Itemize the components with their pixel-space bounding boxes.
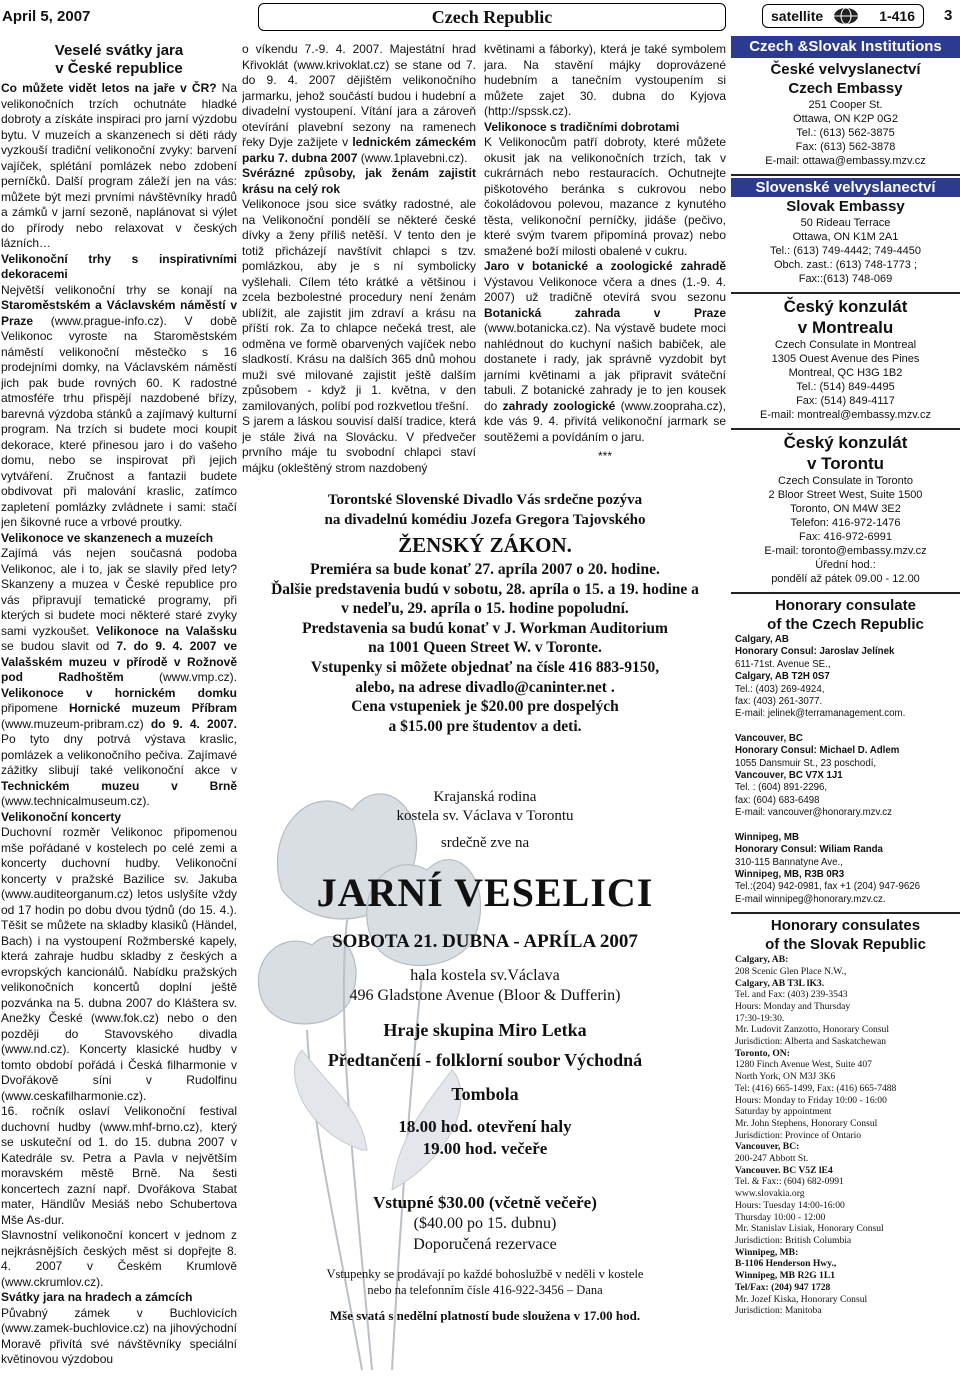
- info-line: Honorary Consul: Jaroslav Jelínek: [735, 646, 895, 658]
- info-line: Tel.:(204) 942-0981, fax +1 (204) 947-9626: [735, 881, 920, 893]
- ad-line: Vstupenky se prodávají po každé bohoslužbě v neděli v kostele: [326, 1267, 644, 1281]
- info-line: Jurisdiction: Manitoba: [735, 1305, 822, 1317]
- consulate-toronto: [731, 430, 960, 594]
- article-title: Veselé svátky jara v České republice: [54, 42, 184, 77]
- block-title: Český konzulát: [783, 433, 908, 452]
- info-line: Mr. Jozef Kiska, Honorary Consul: [735, 1293, 868, 1305]
- info-line: Calgary, AB T2H 0S7: [735, 671, 830, 683]
- page-number: 3: [944, 7, 953, 24]
- info-line: fax: (403) 261-3077.: [735, 696, 823, 708]
- end-stars: ***: [597, 449, 612, 463]
- theatre-ad: [242, 490, 728, 760]
- info-line: Tel.: (514) 849-4495: [796, 381, 895, 393]
- info-line: E-mail: toronto@embassy.mzv.cz: [764, 545, 927, 557]
- ad-line: alebo, na adrese divadlo@caninter.net .: [355, 678, 615, 696]
- info-line: Winnipeg, MB: [735, 831, 799, 843]
- info-line: Winnipeg, MB, R3B 0R3: [735, 868, 845, 880]
- info-line: E-mail: ottawa@embassy.mzv.cz: [765, 155, 926, 167]
- party-ad: [242, 770, 728, 1386]
- info-line: B-1106 Henderson Hwy.,: [735, 1258, 837, 1270]
- ad-line: Premiéra sa bude konať 27. apríla 2007 o 20. hodine.: [310, 561, 660, 578]
- ad-line: Predstavenia sa budú konať v J. Workman Auditorium: [302, 619, 668, 637]
- honorary-slovak: [731, 914, 960, 1323]
- info-line: Tel/Fax: (204) 947 1728: [735, 1281, 831, 1293]
- info-line: Winnipeg, MB R2G 1L1: [735, 1270, 836, 1282]
- subhead-castles: Svátky jara na hradech a zámcích: [1, 1290, 193, 1304]
- article-column-2: [242, 42, 476, 482]
- block-lines: [731, 98, 960, 168]
- ad-line: 18.00 hod. otevření haly: [398, 1117, 572, 1136]
- info-line: 200-247 Abbott St.: [735, 1153, 809, 1165]
- block-lines: [731, 634, 960, 906]
- info-line: Fax: (514) 849-4117: [796, 395, 895, 407]
- info-line: fax: (604) 683-6498: [735, 794, 820, 806]
- info-line: 17:30-19:30.: [735, 1012, 785, 1024]
- ad-line: srdečně zve na: [440, 835, 530, 851]
- page-header: [0, 0, 960, 34]
- subhead-markets: Velikonoční trhy s inspirativními dekoracemi: [1, 251, 237, 281]
- info-line: Calgary, AB:: [735, 954, 789, 966]
- block-lines: [731, 338, 960, 422]
- info-line: E-mail: jelinek@terramanagement.com.: [735, 708, 906, 720]
- info-line: Toronto, ON:: [735, 1047, 790, 1059]
- czech-embassy: [731, 58, 960, 176]
- info-line: pondělí až pátek 09.00 - 12.00: [771, 573, 920, 585]
- info-line: Jurisdiction: Province of Ontario: [735, 1129, 862, 1141]
- paragraph-treats: K Velikonocům patří dobroty, které můžete okusit jak na velikonočních trzích, tak v cukrárnách nebo restauracích. Ochutnejte piškotového beránka s cukrovou nebo čokoládovou polevou, mazance z kynutého těsta, velikonoční perníčky, jidáše (pečivo, které svým tvarem připomíná provaz) nebo smažené boží milosti obalené v cukru.: [484, 135, 726, 258]
- info-line: 310-115 Bannatyne Ave.,: [735, 856, 843, 868]
- block-lines: [731, 474, 960, 586]
- party-date: SOBOTA 21. DUBNA - APRÍLA 2007: [332, 931, 638, 952]
- info-line: Mr. Stanislav Lisiak, Honorary Consul: [735, 1223, 884, 1235]
- party-title: JARNÍ VESELICI: [316, 870, 654, 915]
- ad-line: v nedeľu, 29. apríla o 15. hodine popoludní.: [341, 600, 629, 618]
- paragraph-maypole: S jarem a láskou souvisí další tradice, která je stále živá na Slovácku. V předvečer prvního máje tu svobodní chlapci staví májku (okleštěný strom nazdobený: [242, 414, 476, 475]
- info-line: 208 Scenic Glen Place N.W.,: [735, 965, 847, 977]
- ad-line: 496 Gladstone Avenue (Bloor & Dufferin): [349, 987, 621, 1004]
- paragraph-markets: Největší velikonoční trhy se konají na Staroměstském a Václavském náměstí v Praze (www.prague-info.cz). V době Velikonoc vyroste na Staroměstském náměstí velikonoční městečko s 16 prodejními domky, na Václavském náměstí jich pak bude rovných 60. K radostné atmosféře trhu přispějí nazdobené břízy, barevná výzdoba stánků a zajímavý kulturní program. Na trzích si budete moci koupit dekorace, které přinesou jaro i do vašeho domu, nebo se inspirovat při jejich vytváření. Zručnost a fantazii budete obdivovat při malování kraslic, zatímco zapletení pomlázky zvládnete i sami: stačí jen šikovné ruce a vrbové proutky.: [1, 282, 237, 529]
- info-line: Mr. Ludovit Zanzotto, Honorary Consul: [735, 1024, 890, 1036]
- issue-date: April 5, 2007: [2, 8, 91, 25]
- info-line: Tel. : (604) 891-2296,: [735, 782, 828, 794]
- ad-line: Předtančení - folklorní soubor Východná: [327, 1050, 643, 1070]
- block-lines: [731, 216, 960, 286]
- consulate-montreal: [731, 294, 960, 430]
- info-line: 1280 Finch Avenue West, Suite 407: [735, 1059, 872, 1071]
- block-subtitle: of the Slovak Republic: [765, 936, 926, 954]
- info-line: E-mail winnipeg@honorary.mzv.cz.: [735, 893, 886, 905]
- subhead-concerts: Velikonoční koncerty: [1, 809, 122, 824]
- block-subtitle: of the Czech Republic: [767, 616, 924, 633]
- block-title: Český konzulát: [783, 297, 908, 316]
- ad-line: a $15.00 pre študentov a deti.: [388, 717, 582, 735]
- block-title: České velvyslanectví: [770, 61, 921, 78]
- info-line: North York, ON M3J 3K6: [735, 1071, 836, 1083]
- info-line: 1305 Ouest Avenue des Pines: [771, 353, 920, 365]
- ad-line: Vstupné $30.00 (včetně večeře): [373, 1193, 597, 1212]
- info-line: Vancouver, BC: [735, 732, 803, 744]
- paragraph-castles: Půvabný zámek v Buchlovicích (www.zamek-buchlovice.cz) na jihovýchodní Moravě přivítá své návštěvníky speciální květinovou výzdobou: [1, 1305, 237, 1366]
- section-title: Czech Republic: [258, 3, 726, 31]
- info-line: 1055 Dansmuir St., 23 poschodí,: [735, 757, 877, 769]
- info-line: Hours: Monday and Thursday: [735, 1000, 851, 1012]
- article-column-3: [484, 42, 726, 482]
- play-title: ŽENSKÝ ZÁKON.: [398, 533, 572, 557]
- info-line: Mr. John Stephens, Honorary Consul: [735, 1117, 878, 1129]
- block-subtitle: v Torontu: [806, 454, 885, 473]
- info-line: Tel.: (613) 749-4442; 749-4450: [769, 245, 922, 257]
- info-line: Telefon: 416-972-1476: [790, 517, 901, 529]
- info-line: 2 Bloor Street West, Suite 1500: [768, 489, 923, 501]
- info-line: Úřední hod.:: [815, 559, 876, 571]
- info-line: Honorary Consul: Michael D. Adlem: [735, 745, 900, 757]
- article-intro: Co můžete vidět letos na jaře v ČR? Na velikonočních trzích ochutnáte hladké dobroty a získáte inspiraci pro jarní výzdobu bytu. V muzeích a skanzenech si děti rády vyzkouší tradiční velikonoční zvyky: barvení vajíček, splétání pomlázek nebo zdobení perníčků. Další program záleží jen na vás: můžete být mezi prvními návštěvníky hradů a zámků v jarní sezoně, naplánovat si výlet do přírody nebo relaxovat v českých lázních…: [1, 81, 237, 250]
- info-line: Honorary Consul: Wiliam Randa: [735, 844, 883, 856]
- info-line: Vancouver. BC V5Z lE4: [735, 1164, 833, 1176]
- block-subtitle: Slovak Embassy: [786, 198, 905, 215]
- info-line: Czech Consulate in Montreal: [774, 339, 917, 351]
- block-title: Honorary consulate: [775, 597, 916, 614]
- info-line: E-mail: montreal@embassy.mzv.cz: [760, 409, 931, 421]
- ad-line: Tombola: [451, 1084, 519, 1104]
- paragraph-festival: 16. ročník oslaví Velikonoční festival duchovní hudby (www.mhf-brno.cz), který se uskuteční od 1. do 15. dubna 2007 v Katedrále sv. Petra a Pavla v největším moravském městě Brně. Na šesti koncertech zazní např. Dvořákova Stabat mater, Händlův Mesiáš nebo Schubertova Mše As-dur.: [1, 1104, 237, 1227]
- info-line: Montreal, QC H3G 1B2: [788, 367, 903, 379]
- info-line: 251 Cooper St.: [808, 99, 883, 111]
- ad-line: Vstupenky si môžete objednať na čísle 416 883-9150,: [310, 658, 660, 676]
- info-line: Tel.: (403) 269-4924,: [735, 683, 825, 695]
- subhead-museums: Velikonoce ve skanzenech a muzeích: [1, 530, 214, 545]
- slovak-embassy: [731, 176, 960, 294]
- info-line: [735, 721, 960, 733]
- ad-line: nebo na telefonním čísle 416-922-3456 – Dana: [367, 1283, 603, 1297]
- info-line: Toronto, ON M4W 3E2: [790, 503, 901, 515]
- ad-line: Mše svatá s nedělní platností bude sloužena v 17.00 hod.: [329, 1308, 641, 1323]
- info-line: www.slovakia.org: [735, 1188, 805, 1200]
- ad-line: Torontské Slovenské Divadlo Vás srdečne pozýva: [327, 492, 643, 508]
- info-line: Hours: Monday to Friday 10:00 - 16:00: [735, 1094, 887, 1106]
- block-subtitle: v Montrealu: [797, 318, 894, 337]
- ad-line: kostela sv. Václava v Torontu: [396, 808, 574, 824]
- info-line: Hours: Tuesday 14:00-16:00: [735, 1199, 845, 1211]
- info-line: [735, 820, 960, 832]
- info-line: Tel.: (613) 562-3875: [796, 127, 895, 139]
- info-line: E-mail: vancouver@honorary.mzv.cz: [735, 807, 892, 819]
- paragraph-krivoklat: o víkendu 7.-9. 4. 2007. Majestátní hrad Křivoklát (www.krivoklat.cz) se stane od 7. do 9. 4. 2007 dějištěm velikonočního jarmarku, jehož součástí budou i hudební a divadelní vystoupení. Vítání jara a zároveň otevírání plavební sezony na ramenech řeky Dyje zažijete v lednickém zámeckém parku 7. dubna 2007 (www.1plavebni.cz).: [242, 42, 476, 165]
- paragraph-concerts: Duchovní rozměr Velikonoc připomenou mše pořádané v kostelech po celé zemi a koncerty duchovní hudby. Velikonoční koncerty v pražské Bazilice sv. Jakuba (www.auditeorganum.cz) letos uslyšíte vždy od 17 hodin po dobu dvou týdnů (do 15. 4.). Těšit se můžete na skladby klasiků (Händel, Bach) i na vystoupení Rožmberské kapely, která zahraje hudbu skladby z českých a evropských kancionálů. Nabídku pražských velikonočních koncertů doplní ještě pozvánka na 5. dubna 2007 do Kláštera sv. Anežky České (www.fok.cz) nebo o den později do Stavovského divadla (www.nd.cz). Koncerty klasické hudby v tomto období pořádá i Česká filharmonie v Dvořákově síni v Rudolfinu (www.ceskafilharmonie.cz).: [1, 825, 237, 1103]
- ad-line: na 1001 Queen Street W. v Toronte.: [368, 639, 602, 657]
- info-line: Tel. & Fax:: (604) 682-0991: [735, 1176, 844, 1188]
- globe-icon: [831, 7, 861, 25]
- ad-line: na divadelnú komédiu Jozefa Gregora Tajovského: [324, 512, 646, 528]
- info-line: Fax::(613) 748-069: [798, 273, 893, 285]
- ad-line: ($40.00 po 15. dubnu): [413, 1215, 557, 1232]
- info-line: 611-71st. Avenue SE.,: [735, 658, 831, 670]
- info-line: Obch. zast.: (613) 748-1773 ;: [773, 259, 918, 271]
- ad-line: hala kostela sv.Václava: [410, 967, 560, 984]
- info-line: Calgary, AB: [735, 634, 789, 645]
- info-line: Vancouver, BC:: [735, 1141, 800, 1153]
- paragraph-kyjov: květinami a fáborky), která je také symbolem jara. Na stavění májky doprovázené hudebním a tanečním vystoupením si můžete zajet 30. dubna do Kyjova (http://spssk.cz).: [484, 42, 726, 118]
- block-lines: [731, 954, 960, 1317]
- info-line: Jurisdiction: British Columbia: [735, 1235, 852, 1246]
- subhead-treats: Velikonoce s tradičními dobrotami: [484, 119, 680, 134]
- ad-line: Ďalšie predstavenia budú v sobotu, 28. apríla o 15. a 19. hodine a: [271, 580, 699, 598]
- ad-line: 19.00 hod. večeře: [422, 1139, 548, 1158]
- badge-left: satellite: [771, 8, 824, 24]
- paragraph-museums: Zajímá vás nejen současná podoba Velikonoc, ale i to, jak se slavily před lety? Skanzeny a muzea v České republice pro vás připravují tematické programy, při kterých si budete moci některé staré zvyky sami vyzkoušet. Velikonoce na Valašsku se budou slavit od 7. do 9. 4. 2007 ve Valašském muzeu v přírodě v Rožnově pod Radhoštěm (www.vmp.cz). Velikonoce v hornickém domku připomene Hornické muzeum Příbram (www.muzeum-pribram.cz) do 9. 4. 2007. Po tyto dny potrvá výstava kraslic, pomlázek a velikonočního pečiva. Zajímavé zážitky slibují také velikonoční akce v Technickém muzeu v Brně (www.technicalmuseum.cz).: [1, 546, 237, 808]
- ad-line: Hraje skupina Miro Letka: [383, 1020, 587, 1040]
- info-line: Winnipeg, MB:: [735, 1246, 799, 1258]
- honorary-czech: [731, 594, 960, 914]
- info-line: Saturday by appointment: [735, 1106, 832, 1118]
- info-line: Thursday 10:00 - 12:00: [735, 1211, 826, 1223]
- info-line: Jurisdiction: Alberta and Saskatchewan: [735, 1036, 887, 1048]
- info-line: Vancouver, BC V7X 1J1: [735, 770, 843, 782]
- ad-line: Doporučená rezervace: [413, 1236, 557, 1253]
- info-line: 50 Rideau Terrace: [800, 217, 891, 229]
- info-line: Fax: 416-972-6991: [799, 531, 892, 543]
- institutions-column: [731, 36, 960, 1386]
- subhead-beauty: Svérázné způsoby, jak ženám zajistit krásu na celý rok: [242, 166, 476, 196]
- publication-badge: [762, 4, 924, 28]
- info-line: Tel. and Fax: (403) 239-3543: [735, 989, 848, 1001]
- badge-right: 1-416: [879, 8, 915, 24]
- article-column-1: [1, 42, 237, 1386]
- block-title: Slovenské velvyslanectví: [731, 178, 960, 197]
- info-line: Fax: (613) 562-3878: [795, 141, 896, 153]
- ad-line: Krajanská rodina: [433, 789, 537, 805]
- info-line: Czech Consulate in Toronto: [778, 475, 913, 487]
- block-subtitle: Czech Embassy: [788, 80, 903, 97]
- info-line: Ottawa, ON K2P 0G2: [793, 113, 898, 125]
- info-line: Ottawa, ON K1M 2A1: [792, 231, 899, 243]
- info-line: Calgary, AB T3L lK3.: [735, 977, 825, 989]
- block-title: Honorary consulates: [770, 917, 921, 935]
- info-line: Tel: (416) 665-1499, Fax: (416) 665-7488: [735, 1082, 897, 1094]
- paragraph-krumlov: Slavnostní velikonoční koncert v jednom z nejkrásnějších českých měst si dopřejte 8. 4. 2007 v Českém Krumlově (www.ckrumlov.cz).: [1, 1228, 237, 1289]
- ad-line: Cena vstupeniek je $20.00 pre dospelých: [351, 698, 619, 716]
- institutions-header: Czech &Slovak Institutions: [731, 36, 960, 58]
- paragraph-garden: Jaro v botanické a zoologické zahradě Výstavou Velikonoce včera a dnes (1.-9. 4. 2007) už tradičně otevírá svou sezonu Botanická zahrada v Praze (www.botanicka.cz). Na výstavě budete moci nahlédnout do kuchyní našich babiček, ale dostanete i rady, jak správně vyzdobit byt jarními květinami a jak připravit sváteční tabuli. Z botanické zahrady je to jen kousek do zahrady zoologické (www.zoopraha.cz), kde vás 9. 4. přivítá velikonoční jarmark se soutěžemi a povídáním o jaru.: [484, 259, 726, 444]
- paragraph-pomlazka: Velikonoce jsou sice svátky radostné, ale na Velikonoční pondělí se některé české dívky a ženy příliš netěší. V tento den je totiž přicházejí navštívit chlapci s tzv. pomlázkou, aby je s ní symbolicky vyšlehali. Cílem této krátké a většinou i zcela bezbolestné procedury není ženám ublížit, ale zajistit jim zdraví a krásu na příští rok. Za to chlapce nečeká trest, ale odměna ve formě obarvených vajíček nebo sladkostí. Krásu na dalších 365 dnů mohou muži své milované zajistit ještě dalším způsobem - když ji 1. května, v den zamilovaných, políbí pod rozkvetlou třešní.: [242, 197, 476, 413]
